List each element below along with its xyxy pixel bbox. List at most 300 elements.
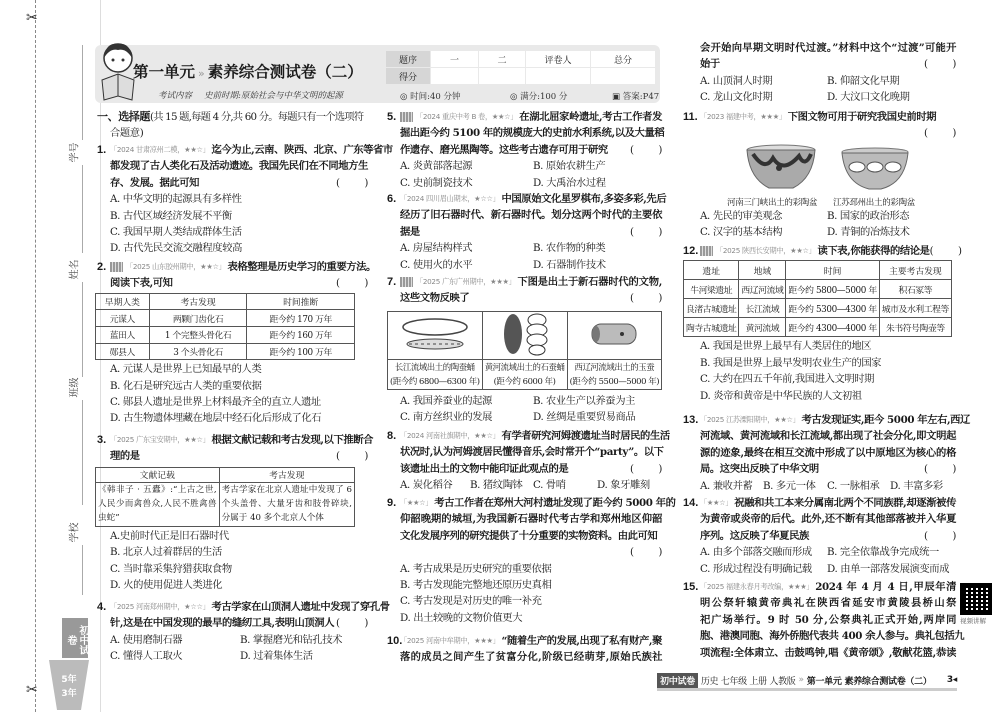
question-2 (97, 259, 376, 427)
question-number: 11. (683, 111, 698, 123)
table-cell: 牛河梁遗址 (684, 280, 739, 299)
options-group (387, 240, 662, 273)
question-stem-text: 迄今为止,云南、陕西、北京、广东等省市 (211, 144, 393, 156)
option-b[interactable]: B. 我国是世界上最早发明农业生产的国家 (700, 356, 882, 369)
answer-paren-line (683, 125, 956, 141)
option-c[interactable]: C. 龙山文化时期 (700, 91, 773, 104)
table-cell: 元谋人 (96, 310, 150, 327)
question-stem-line (387, 495, 676, 511)
figure-caption-name: 西辽河流域出土的玉蚕 (574, 362, 655, 373)
option-b[interactable]: B. 考古发现能完整地还原历史真相 (400, 578, 552, 591)
exam-content (158, 89, 355, 101)
figure-caption-name: 黄河流域出土的石蚕蛹 (484, 362, 565, 373)
question-number: 13. (683, 414, 699, 426)
score-header: 评卷人 (526, 51, 591, 68)
figure-table (387, 311, 662, 390)
score-header: 一 (431, 51, 479, 68)
title-separator: » (198, 67, 205, 80)
option-c[interactable]: C. 考古发现是对历史的唯一补充 (400, 595, 542, 608)
option-a[interactable]: A. 我国是世界上最早有人类居住的地区 (700, 340, 872, 353)
stone-silkworm-image (485, 312, 565, 356)
exam-content-label: 考试内容 (158, 91, 193, 101)
option-c[interactable]: C. 汉字的基本结构 (700, 226, 783, 239)
answer-paren[interactable]: ( ) (924, 463, 956, 476)
option-c[interactable]: C. 使用火的水平 (400, 258, 473, 271)
logo-badge: 初中试卷 (62, 618, 88, 658)
question-stem-line (387, 528, 662, 544)
table-cell: 朱书符号陶壶等 (879, 318, 951, 337)
option-b[interactable]: B. 多元一体 (763, 479, 816, 492)
test-title: 素养综合测试卷（二） (207, 63, 363, 81)
figure-caption-date: (距今约 6000 年) (493, 376, 556, 387)
question-number: 1. (97, 144, 107, 156)
school-label: 学校 (69, 522, 81, 543)
table-row (96, 482, 355, 526)
question-stem-line (683, 445, 956, 461)
question-stem-line (683, 412, 970, 428)
option-b[interactable]: B. 农作物的种类 (533, 242, 606, 255)
question-stem-text: 有学者研究河姆渡遗址当时居民的生活 (501, 430, 670, 442)
question-stem-text: 落的成员之间产生了贫富分化,阶级已经萌芽,原始氏族社 (400, 651, 662, 664)
table-cell: 积石冢等 (879, 280, 951, 299)
option-d[interactable]: D. 过着集体生活 (240, 650, 313, 663)
option-c[interactable]: C. 懂得人工取火 (110, 650, 183, 663)
option-b[interactable]: B. 农业生产以养蚕为主 (533, 394, 635, 407)
field-line (82, 545, 83, 595)
question-stem-line (387, 511, 662, 527)
option-d[interactable]: D. 古代先民交流交融程度较高 (110, 242, 242, 255)
question-source-tag: 「2024 重庆中考 B 卷，★★☆」 (416, 112, 518, 121)
student-id-label: 学号 (69, 142, 81, 163)
answer-paren[interactable]: ( ) (630, 143, 662, 156)
options-group (683, 478, 956, 494)
pottery-silkworm-image (395, 312, 475, 356)
question-stem-line (683, 645, 956, 661)
option-d[interactable]: D. 大禹治水过程 (533, 176, 606, 189)
table-header: 主要考古发现 (879, 261, 951, 280)
question-source-tag: 「2023 福建中考，★★★」 (700, 112, 786, 121)
table-cell: 距今约 170 万年 (247, 310, 355, 327)
question-stem-line (387, 274, 662, 290)
table-cell: 郧县人 (96, 343, 150, 360)
answer-paren[interactable]: ( ) (336, 277, 368, 290)
figure-caption-date: (距今约 5500—5000 年) (569, 376, 660, 387)
exam-time: ◎ 时间:40 分钟 (400, 92, 461, 102)
question-stem-line (683, 528, 956, 544)
name-label: 姓名 (69, 259, 81, 280)
question-10-continued (683, 40, 956, 106)
option-b[interactable]: B. 仰韶文化早期 (827, 74, 900, 87)
question-stem-line (97, 432, 374, 448)
table-cell: 长江流域 (739, 299, 786, 318)
field-line (82, 45, 83, 140)
question-source-tag: 「2025 广东广州期中，★★★」 (416, 277, 516, 286)
option-a[interactable]: A. 考古成果是历史研究的重要依据 (400, 562, 552, 575)
score-cell[interactable] (526, 68, 591, 85)
table-row (96, 310, 355, 327)
cut-line (35, 0, 36, 712)
question-number: 3. (97, 434, 107, 446)
option-d[interactable]: D. 青铜的冶炼技术 (827, 226, 910, 239)
table-row (684, 318, 952, 337)
question-stem-line (97, 275, 368, 291)
answer-paren[interactable]: ( ) (336, 450, 368, 463)
question-stem-text: 2024 年 4 月 4 日,甲辰年清 (815, 581, 956, 593)
score-cell[interactable] (479, 68, 526, 85)
options-group (683, 338, 956, 404)
option-a[interactable]: A. 兼收并蓄 (700, 479, 753, 492)
question-number: 8. (387, 430, 397, 442)
video-lesson-badge-icon[interactable] (700, 246, 713, 256)
question-12 (683, 243, 962, 404)
option-d[interactable]: D. 出土较晚的文物价值更大 (400, 611, 523, 624)
option-d[interactable]: D. 石器制作技术 (533, 258, 606, 271)
option-b[interactable]: B. 猪纹陶钵 (470, 479, 523, 492)
scissors-icon: ✂ (26, 10, 38, 26)
video-lesson-badge-icon[interactable] (400, 112, 413, 122)
figure-image-cell (482, 311, 567, 359)
question-number: 6. (387, 193, 397, 205)
question-number: 7. (387, 276, 397, 288)
svg-text:5年: 5年 (61, 675, 77, 685)
question-stem-line (387, 649, 662, 665)
question-number: 15. (683, 581, 699, 593)
options-group (97, 632, 368, 665)
table-cell: 黄河流域 (739, 318, 786, 337)
question-stem-line (387, 142, 662, 158)
qr-caption: 视频讲解 (960, 617, 986, 625)
question-source-tag: 「2024 河南社旗期中，★★☆」 (400, 431, 500, 440)
table-cell: 距今约 160 万年 (247, 326, 355, 343)
options-group (97, 528, 368, 594)
table-header: 地域 (739, 261, 786, 280)
question-stem-text: 下图文物可用于研究我国史前时期 (787, 111, 937, 123)
figure-table (387, 311, 662, 390)
table-header: 遗址 (684, 261, 739, 280)
figure-caption (567, 359, 662, 389)
table-row (684, 299, 952, 318)
question-stem-text: 都发现了古人类化石及活动遗迹。我国先民们在不同地方生 (110, 160, 368, 173)
question-stem-line (683, 428, 956, 444)
question-stem-text: 会开始向早期文明时代过渡。”材料中这个“过渡”可能开 (700, 42, 956, 54)
question-stem-line (387, 207, 662, 223)
option-c[interactable]: C. 郧县人遗址是世界上材料最齐全的直立人遗址 (110, 395, 321, 408)
question-number: 2. (97, 261, 107, 273)
table-cell: 距今约 5800—5000 年 (786, 280, 879, 299)
figure-caption-date: (距今约 6800—6300 年) (390, 376, 480, 387)
option-d[interactable]: D. 古生物遗体埋藏在地层中经石化后形成了化石 (110, 412, 322, 425)
option-a[interactable]: A. 使用磨制石器 (110, 633, 183, 646)
footer-rule (657, 688, 957, 691)
score-table (385, 50, 656, 85)
video-lesson-badge-icon[interactable] (110, 262, 123, 272)
question-stem-line (387, 428, 670, 444)
question-source-tag: 「2024 四川眉山期末，★☆☆」 (400, 194, 500, 203)
question-stem-text: 在湖北屈家岭遗址,考古工作者发 (519, 111, 662, 123)
score-cell[interactable] (591, 68, 656, 85)
table-header: 考古发现 (219, 467, 354, 482)
table-header-row (684, 261, 952, 280)
question-stem-text: 针,这是在中国发现的最早的缝纫工具,表明山顶洞人 (110, 617, 335, 630)
table-header: 文献记载 (96, 467, 220, 482)
option-b[interactable]: B. 掌握磨光和钻孔技术 (240, 633, 342, 646)
answer-paren[interactable]: ( ) (630, 292, 662, 305)
question-stem-line (683, 495, 956, 511)
table-cell: 城市及水利工程等 (879, 299, 951, 318)
question-stem-text: 明公祭轩辕黄帝典礼在陕西省延安市黄陵县桥山祭 (700, 597, 956, 610)
question-stem-text: 仰韶晚期的城垣,为我国新石器时代考古学和郑州地区仰韶 (400, 513, 662, 526)
question-3 (97, 432, 374, 593)
table-cell: 西辽河流域 (739, 280, 786, 299)
table-cell: 考古学家在北京人遗址中发现了 6 个头盖骨、大量牙齿和肢骨碎块,分属于 40 多个北京人个体 (219, 482, 354, 526)
question-source-tag: 「2025 河南郑州期中，★☆☆」 (110, 602, 210, 611)
score-cell[interactable] (431, 68, 479, 85)
question-4 (97, 599, 390, 665)
option-c[interactable]: C. 当时靠采集狩猎获取食物 (110, 562, 232, 575)
question-stem-line (97, 259, 376, 275)
question-stem-text: 源的迹象,最终在相互交流中形成了以中原地区为核心的格 (700, 446, 956, 459)
question-stem-line (683, 511, 956, 527)
question-stem-line (683, 628, 965, 644)
option-a[interactable]: A. 炭化稻谷 (400, 479, 453, 492)
bowl-caption: 江苏邳州出土的彩陶盆 (833, 197, 916, 208)
option-d[interactable]: D. 象牙雕刻 (597, 479, 650, 492)
answer-paren[interactable]: ( ) (336, 617, 368, 630)
qr-code[interactable] (960, 583, 992, 615)
question-source-tag: 「★★☆」 (400, 498, 433, 507)
footer-unit: 第一单元 (806, 676, 842, 687)
score-header: 总分 (591, 51, 656, 68)
answer-paren[interactable]: ( ) (336, 176, 368, 189)
option-d[interactable]: D. 由单一部落发展演变而成 (827, 562, 950, 575)
question-stem-text: 状况时,认为河姆渡居民懂得音乐,会时常开个“party”。以下 (400, 446, 664, 459)
question-stem-text: 祝融和共工本来分属南北两个不同族群,却逐渐被传 (734, 497, 956, 509)
table-cell: 蓝田人 (96, 326, 150, 343)
bowl-figure (683, 141, 956, 208)
answer-paren[interactable]: ( ) (924, 529, 956, 542)
table-row (96, 326, 355, 343)
option-d[interactable]: D. 火的使用促进人类进化 (110, 578, 223, 591)
page-number: 3◂ (946, 675, 957, 685)
option-b[interactable]: B. 国家的政治形态 (827, 209, 910, 222)
question-stem-line (387, 290, 662, 306)
option-b[interactable]: B. 化石是研究远古人类的重要依据 (110, 379, 262, 392)
question-stem-text: 阅读下表,可知 (110, 277, 173, 290)
question-stem-text: 读下表,你能获得的结论是 (817, 245, 930, 257)
question-source-tag: 「2025 陕西长安期中，★★☆」 (716, 246, 816, 255)
page-title (133, 60, 363, 82)
question-stem-line (97, 448, 368, 464)
question-stem-line (683, 579, 956, 595)
section-desc-cont: 合题意) (110, 127, 144, 140)
question-number: 4. (97, 601, 107, 613)
options-group (683, 544, 956, 577)
option-a[interactable]: A. 元谋人是世界上已知最早的人类 (110, 363, 262, 376)
question-stem-text: 根据文献记载和考古发现,以下推断合 (211, 434, 374, 446)
logo-icon (45, 660, 93, 710)
table-cell: 距今约 100 万年 (247, 343, 355, 360)
footer-separator: » (798, 675, 804, 685)
option-c[interactable]: C. 我国早期人类结成群体生活 (110, 225, 242, 238)
question-number: 14. (683, 497, 699, 509)
option-a[interactable]: A. 由多个部落交融而形成 (700, 546, 812, 559)
options-group (387, 158, 662, 191)
answer-paren[interactable]: ( ) (630, 462, 662, 475)
answer-paren[interactable]: ( ) (630, 225, 662, 238)
field-line (82, 282, 83, 377)
question-stem-text: 据是 (400, 225, 420, 238)
painted-pottery-basin-sanmenxia-image (743, 144, 819, 192)
option-b[interactable]: B. 北京人过着群居的生活 (110, 546, 222, 559)
question-source-tag: 「2025 广东宝安期中，★★☆」 (110, 435, 210, 444)
question-stem-line (683, 461, 956, 477)
question-stem-text: 胞、港澳同胞、海外侨胞代表共 400 余人参与。典礼包括九 (700, 630, 965, 643)
question-source-tag: 「2025 江苏溧阳期中，★★☆」 (700, 415, 800, 424)
option-a[interactable]: A. 先民的审美观念 (700, 209, 783, 222)
answer-paren[interactable]: ( ) (924, 127, 956, 140)
question-stem-line (387, 191, 667, 207)
table-row (96, 343, 355, 360)
question-number: 5. (387, 111, 397, 123)
option-d[interactable]: D. 炎帝和黄帝是中华民族的人文初祖 (700, 389, 862, 402)
question-stem-line (683, 56, 956, 72)
footer-subject: 历史 七年级 上册 人教版 (700, 676, 796, 687)
scissors-icon: ✂ (26, 682, 38, 698)
question-stem-text: 理的是 (110, 450, 140, 463)
table-cell: 陶寺古城遗址 (684, 318, 739, 337)
table-header: 考古发现 (149, 293, 247, 310)
footer-title: 素养综合测试卷（二） (844, 676, 932, 687)
option-c[interactable]: C. 一脉相承 (827, 479, 880, 492)
question-stem-line (387, 224, 662, 240)
question-5 (387, 109, 665, 191)
table-cell: 1 个完整头骨化石 (149, 326, 247, 343)
jade-silkworm-image (574, 312, 654, 356)
answer-paren[interactable]: ( ) (929, 245, 962, 257)
option-d[interactable]: D. 丝绸是重要贸易商品 (533, 411, 636, 424)
table-cell: 3 个头骨化石 (149, 343, 247, 360)
option-a[interactable]: A. 山顶洞人时期 (700, 74, 773, 87)
question-stem-text: 考古学家在山顶洞人遗址中发现了穿孔骨 (211, 601, 390, 613)
table-row (684, 280, 952, 299)
question-stem-line (97, 599, 390, 615)
options-group (387, 561, 662, 627)
question-stem-text: 祀广场举行。9 时 50 分,公祭典礼正式开始,两岸同 (700, 613, 956, 626)
options-group (683, 208, 956, 241)
question-stem-line (387, 125, 665, 141)
footer-badge: 初中试卷 (657, 673, 698, 688)
class-label: 班级 (69, 377, 81, 398)
svg-text:3年: 3年 (61, 689, 77, 699)
question-13 (683, 412, 970, 494)
figure-image-cell (567, 311, 662, 359)
question-stem-text: 掘出距今约 5100 年的规模庞大的史前水利系统,以及大量稻 (400, 127, 665, 140)
answer-paren-line (387, 544, 662, 560)
answer-paren[interactable]: ( ) (630, 546, 662, 559)
question-source-tag: 「2025 山东胶州期中，★★☆」 (126, 262, 226, 271)
score-header: 二 (479, 51, 526, 68)
answer-paren[interactable]: ( ) (924, 58, 956, 71)
question-stem-line (683, 243, 962, 259)
question-stem-line (683, 612, 956, 628)
field-line (82, 400, 83, 505)
question-stem-text: “随着生产的发展,出现了私有财产,聚 (501, 635, 662, 647)
options-group (683, 73, 956, 106)
question-6 (387, 191, 667, 273)
page-footer (657, 672, 957, 688)
option-d[interactable]: D. 大汶口文化晚期 (827, 91, 910, 104)
painted-pottery-basin-pizhou-image (839, 147, 911, 191)
question-10 (387, 633, 662, 666)
question-8 (387, 428, 670, 494)
option-c[interactable]: C. 史前制瓷技术 (400, 176, 473, 189)
question-14 (683, 495, 956, 577)
figure-image-cell (388, 311, 483, 359)
figure-caption (388, 359, 483, 389)
figure-caption-name: 长江流域出土的陶蚕蛹 (394, 362, 475, 373)
question-stem-text: 该遗址出土的文物中能印证此观点的是 (400, 462, 569, 475)
section-title: 一、选择题 (97, 110, 150, 123)
question-9 (387, 495, 676, 626)
table-cell: 距今约 4300—4000 年 (786, 318, 879, 337)
question-stem-text: 序列。这反映了华夏民族 (700, 529, 809, 542)
question-source-tag: 「★★☆」 (700, 498, 733, 507)
option-d[interactable]: D. 丰富多彩 (890, 479, 943, 492)
option-a[interactable]: A. 房屋结构样式 (400, 242, 473, 255)
bowl-caption: 河南三门峡出土的彩陶盆 (727, 197, 818, 208)
table-cell: 距今约 5300—4300 年 (786, 299, 879, 318)
question-stem-text: 这些文物反映了 (400, 292, 470, 305)
option-b[interactable]: B. 古代区域经济发展不平衡 (110, 209, 232, 222)
question-stem-text: 文化发展序列的研究提供了十分重要的实物资料。由此可知 (400, 529, 658, 542)
question-stem-text: 考古发现证实,距今 5000 年左右,西辽 (801, 414, 970, 426)
option-a[interactable]: A.史前时代正是旧石器时代 (110, 529, 229, 542)
option-c[interactable]: C. 大约在四五千年前,我国进入文明时期 (700, 373, 875, 386)
option-a[interactable]: A. 我国养蚕业的起源 (400, 394, 492, 407)
table-cell: 两颗门齿化石 (149, 310, 247, 327)
question-stem-text: 项流程:全体肃立、击鼓鸣钟,唱《黄帝颂》,敬献花篮,恭读 (700, 646, 956, 659)
option-c[interactable]: C. 南方丝织业的发展 (400, 411, 493, 424)
table-header: 时间 (786, 261, 879, 280)
unit-title: 第一单元 (133, 63, 196, 81)
options-group (387, 477, 662, 493)
question-stem-line (97, 158, 368, 174)
question-stem-text: 为黄帝或炎帝的后代。此外,还不断有其他部落被并入华夏 (700, 513, 956, 526)
option-a[interactable]: A. 中华文明的起源具有多样性 (110, 193, 242, 206)
question-stem-line (97, 142, 393, 158)
option-b[interactable]: B. 完全依靠战争完成统一 (827, 546, 939, 559)
option-c[interactable]: C. 骨哨 (533, 479, 566, 492)
option-b[interactable]: B. 原始农耕生产 (533, 160, 606, 173)
option-a[interactable]: A. 炎黄部落起源 (400, 160, 473, 173)
question-number: 9. (387, 497, 397, 509)
table-header-row (96, 293, 355, 310)
score-header: 题序 (386, 51, 431, 68)
options-group (387, 393, 662, 426)
question-stem-text: 局。这突出反映了中华文明 (700, 463, 819, 476)
question-source-tag: 「2025 河南中牟期中，★★★」 (400, 636, 500, 645)
question-number: 12. (683, 245, 699, 257)
question-stem-text: 河流域、黄河流域和长江流域,都出现了社会分化,即文明起 (700, 430, 956, 443)
data-table (95, 467, 355, 527)
question-stem-line (683, 40, 956, 56)
option-c[interactable]: C. 形成过程没有明确记载 (700, 562, 812, 575)
question-number: 10. (387, 635, 403, 647)
question-stem-text: 中国原始文化星罗棋布,多姿多彩,先后 (501, 193, 667, 205)
table-cell: 良渚古城遗址 (684, 299, 739, 318)
table-cell: 《韩非子 · 五蠹》:“上古之世,人民少而禽兽众,人民不胜禽兽虫蛇” (96, 482, 220, 526)
video-lesson-badge-icon[interactable] (400, 277, 413, 287)
